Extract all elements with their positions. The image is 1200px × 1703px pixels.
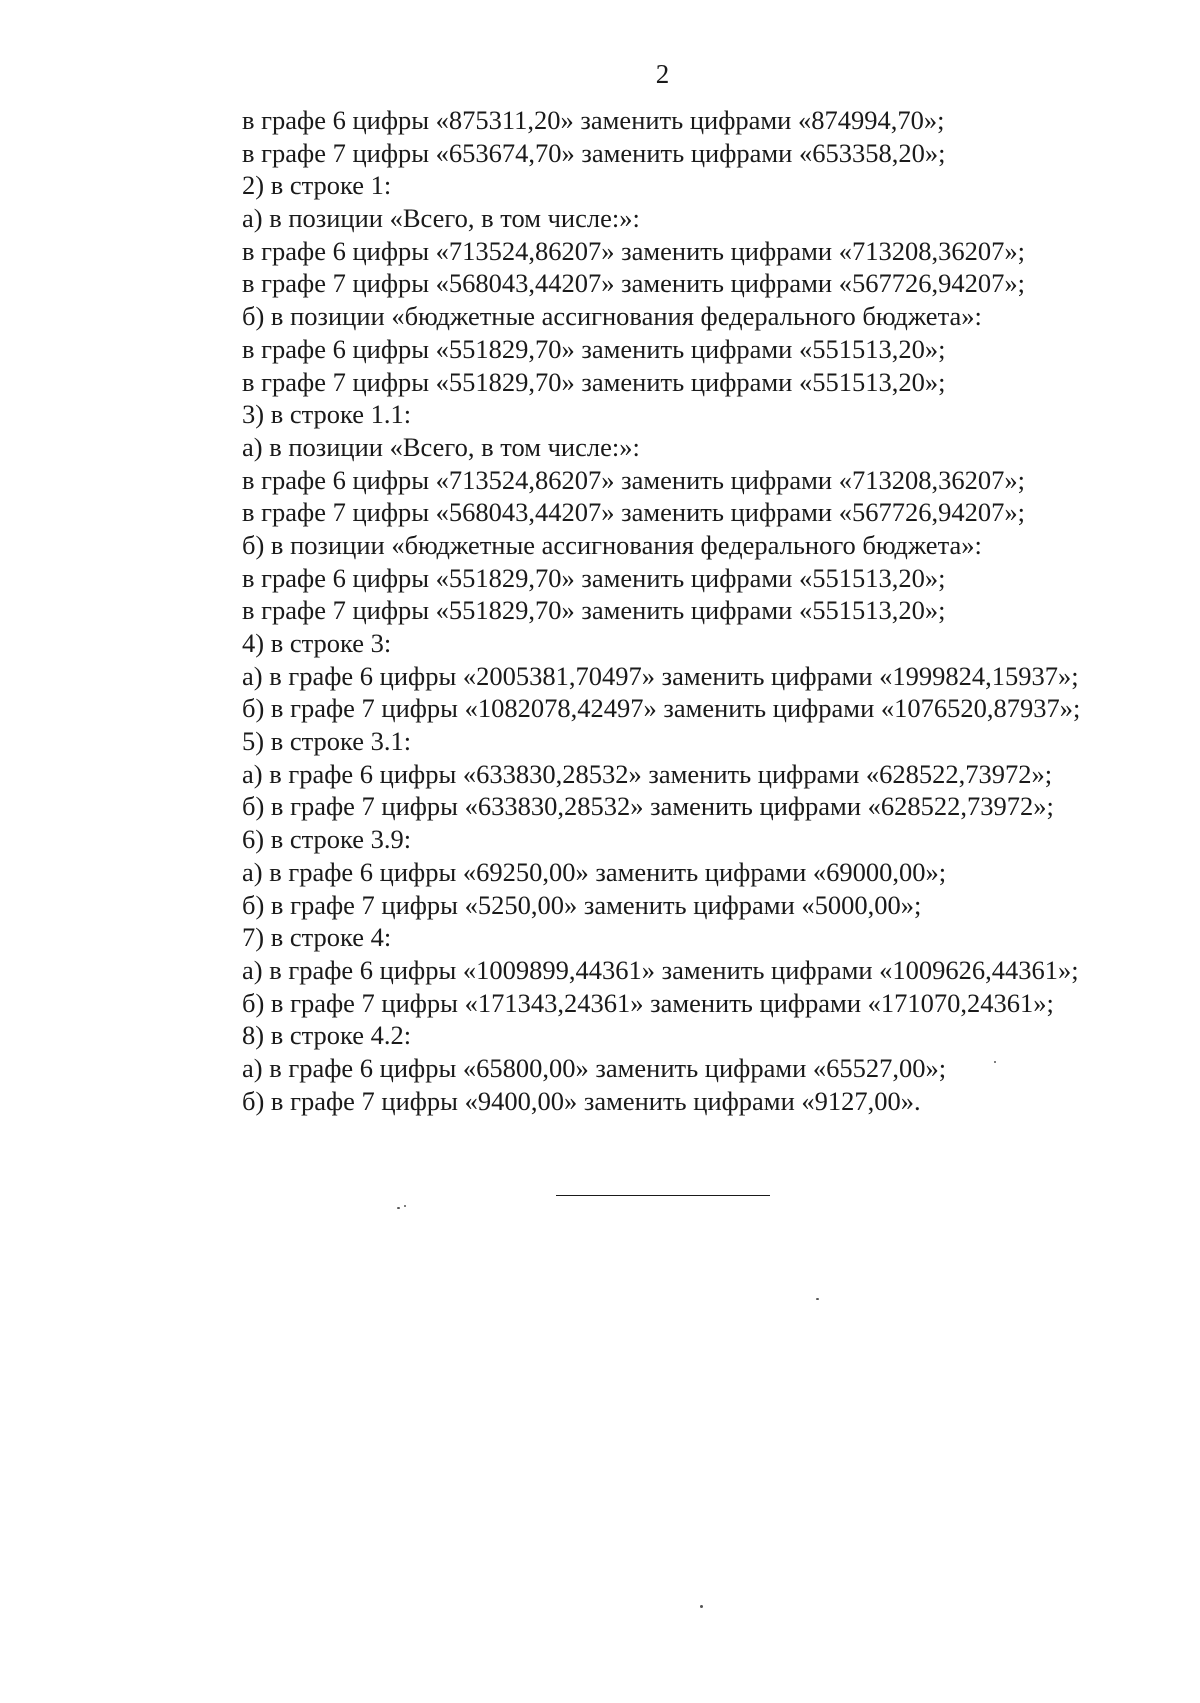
text-line: в графе 6 цифры «551829,70» заменить цифрами «551513,20»; xyxy=(242,562,946,593)
text-line: в графе 7 цифры «653674,70» заменить цифрами «653358,20»; xyxy=(242,137,946,168)
page-number: 2 xyxy=(655,59,670,89)
text-line: в графе 7 цифры «568043,44207» заменить цифрами «567726,94207»; xyxy=(242,268,1025,299)
text-line: б) в графе 7 цифры «9400,00» заменить цифрами «9127,00». xyxy=(242,1085,921,1116)
text-line: а) в позиции «Всего, в том числе:»: xyxy=(242,203,640,234)
text-line: 8) в строке 4.2: xyxy=(242,1020,412,1051)
text-line: 5) в строке 3.1: xyxy=(242,726,412,757)
text-line: в графе 6 цифры «551829,70» заменить цифрами «551513,20»; xyxy=(242,333,946,364)
text-line: в графе 6 цифры «875311,20» заменить цифрами «874994,70»; xyxy=(242,105,945,135)
text-line: в графе 7 цифры «568043,44207» заменить цифрами «567726,94207»; xyxy=(242,497,1025,528)
text-line: 7) в строке 4: xyxy=(242,922,392,953)
scan-speck xyxy=(397,1207,400,1209)
text-line: 3) в строке 1.1: xyxy=(242,399,412,430)
text-line: а) в графе 6 цифры «69250,00» заменить цифрами «69000,00»; xyxy=(242,856,947,887)
text-line: б) в позиции «бюджетные ассигнования федерального бюджета»: xyxy=(242,529,982,560)
text-line: а) в позиции «Всего, в том числе:»: xyxy=(242,431,640,462)
scan-speck xyxy=(816,1298,819,1300)
text-line: б) в графе 7 цифры «5250,00» заменить цифрами «5000,00»; xyxy=(242,889,922,920)
text-line: а) в графе 6 цифры «633830,28532» заменить цифрами «628522,73972»; xyxy=(242,758,1053,789)
scan-speck xyxy=(404,1205,406,1207)
text-line: б) в позиции «бюджетные ассигнования федерального бюджета»: xyxy=(242,301,982,332)
text-line: а) в графе 6 цифры «65800,00» заменить цифрами «65527,00»; xyxy=(242,1052,947,1083)
text-line: в графе 6 цифры «713524,86207» заменить цифрами «713208,36207»; xyxy=(242,464,1025,495)
text-line: б) в графе 7 цифры «171343,24361» заменить цифрами «171070,24361»; xyxy=(242,987,1054,1018)
text-line: 6) в строке 3.9: xyxy=(242,824,412,855)
text-line: б) в графе 7 цифры «633830,28532» заменить цифрами «628522,73972»; xyxy=(242,791,1054,822)
scan-speck xyxy=(700,1605,703,1608)
closing-rule xyxy=(556,1195,770,1196)
text-line: а) в графе 6 цифры «2005381,70497» заменить цифрами «1999824,15937»; xyxy=(242,660,1079,691)
text-line: а) в графе 6 цифры «1009899,44361» заменить цифрами «1009626,44361»; xyxy=(242,954,1079,985)
text-line: 4) в строке 3: xyxy=(242,628,392,658)
scan-speck xyxy=(994,1061,996,1063)
text-line: в графе 6 цифры «713524,86207» заменить цифрами «713208,36207»; xyxy=(242,235,1025,266)
text-line: б) в графе 7 цифры «1082078,42497» заменить цифрами «1076520,87937»; xyxy=(242,693,1081,724)
document-body xyxy=(242,104,1182,1117)
text-line: 2) в строке 1: xyxy=(242,170,392,201)
text-line: в графе 7 цифры «551829,70» заменить цифрами «551513,20»; xyxy=(242,366,946,397)
text-line: в графе 7 цифры «551829,70» заменить цифрами «551513,20»; xyxy=(242,595,946,626)
